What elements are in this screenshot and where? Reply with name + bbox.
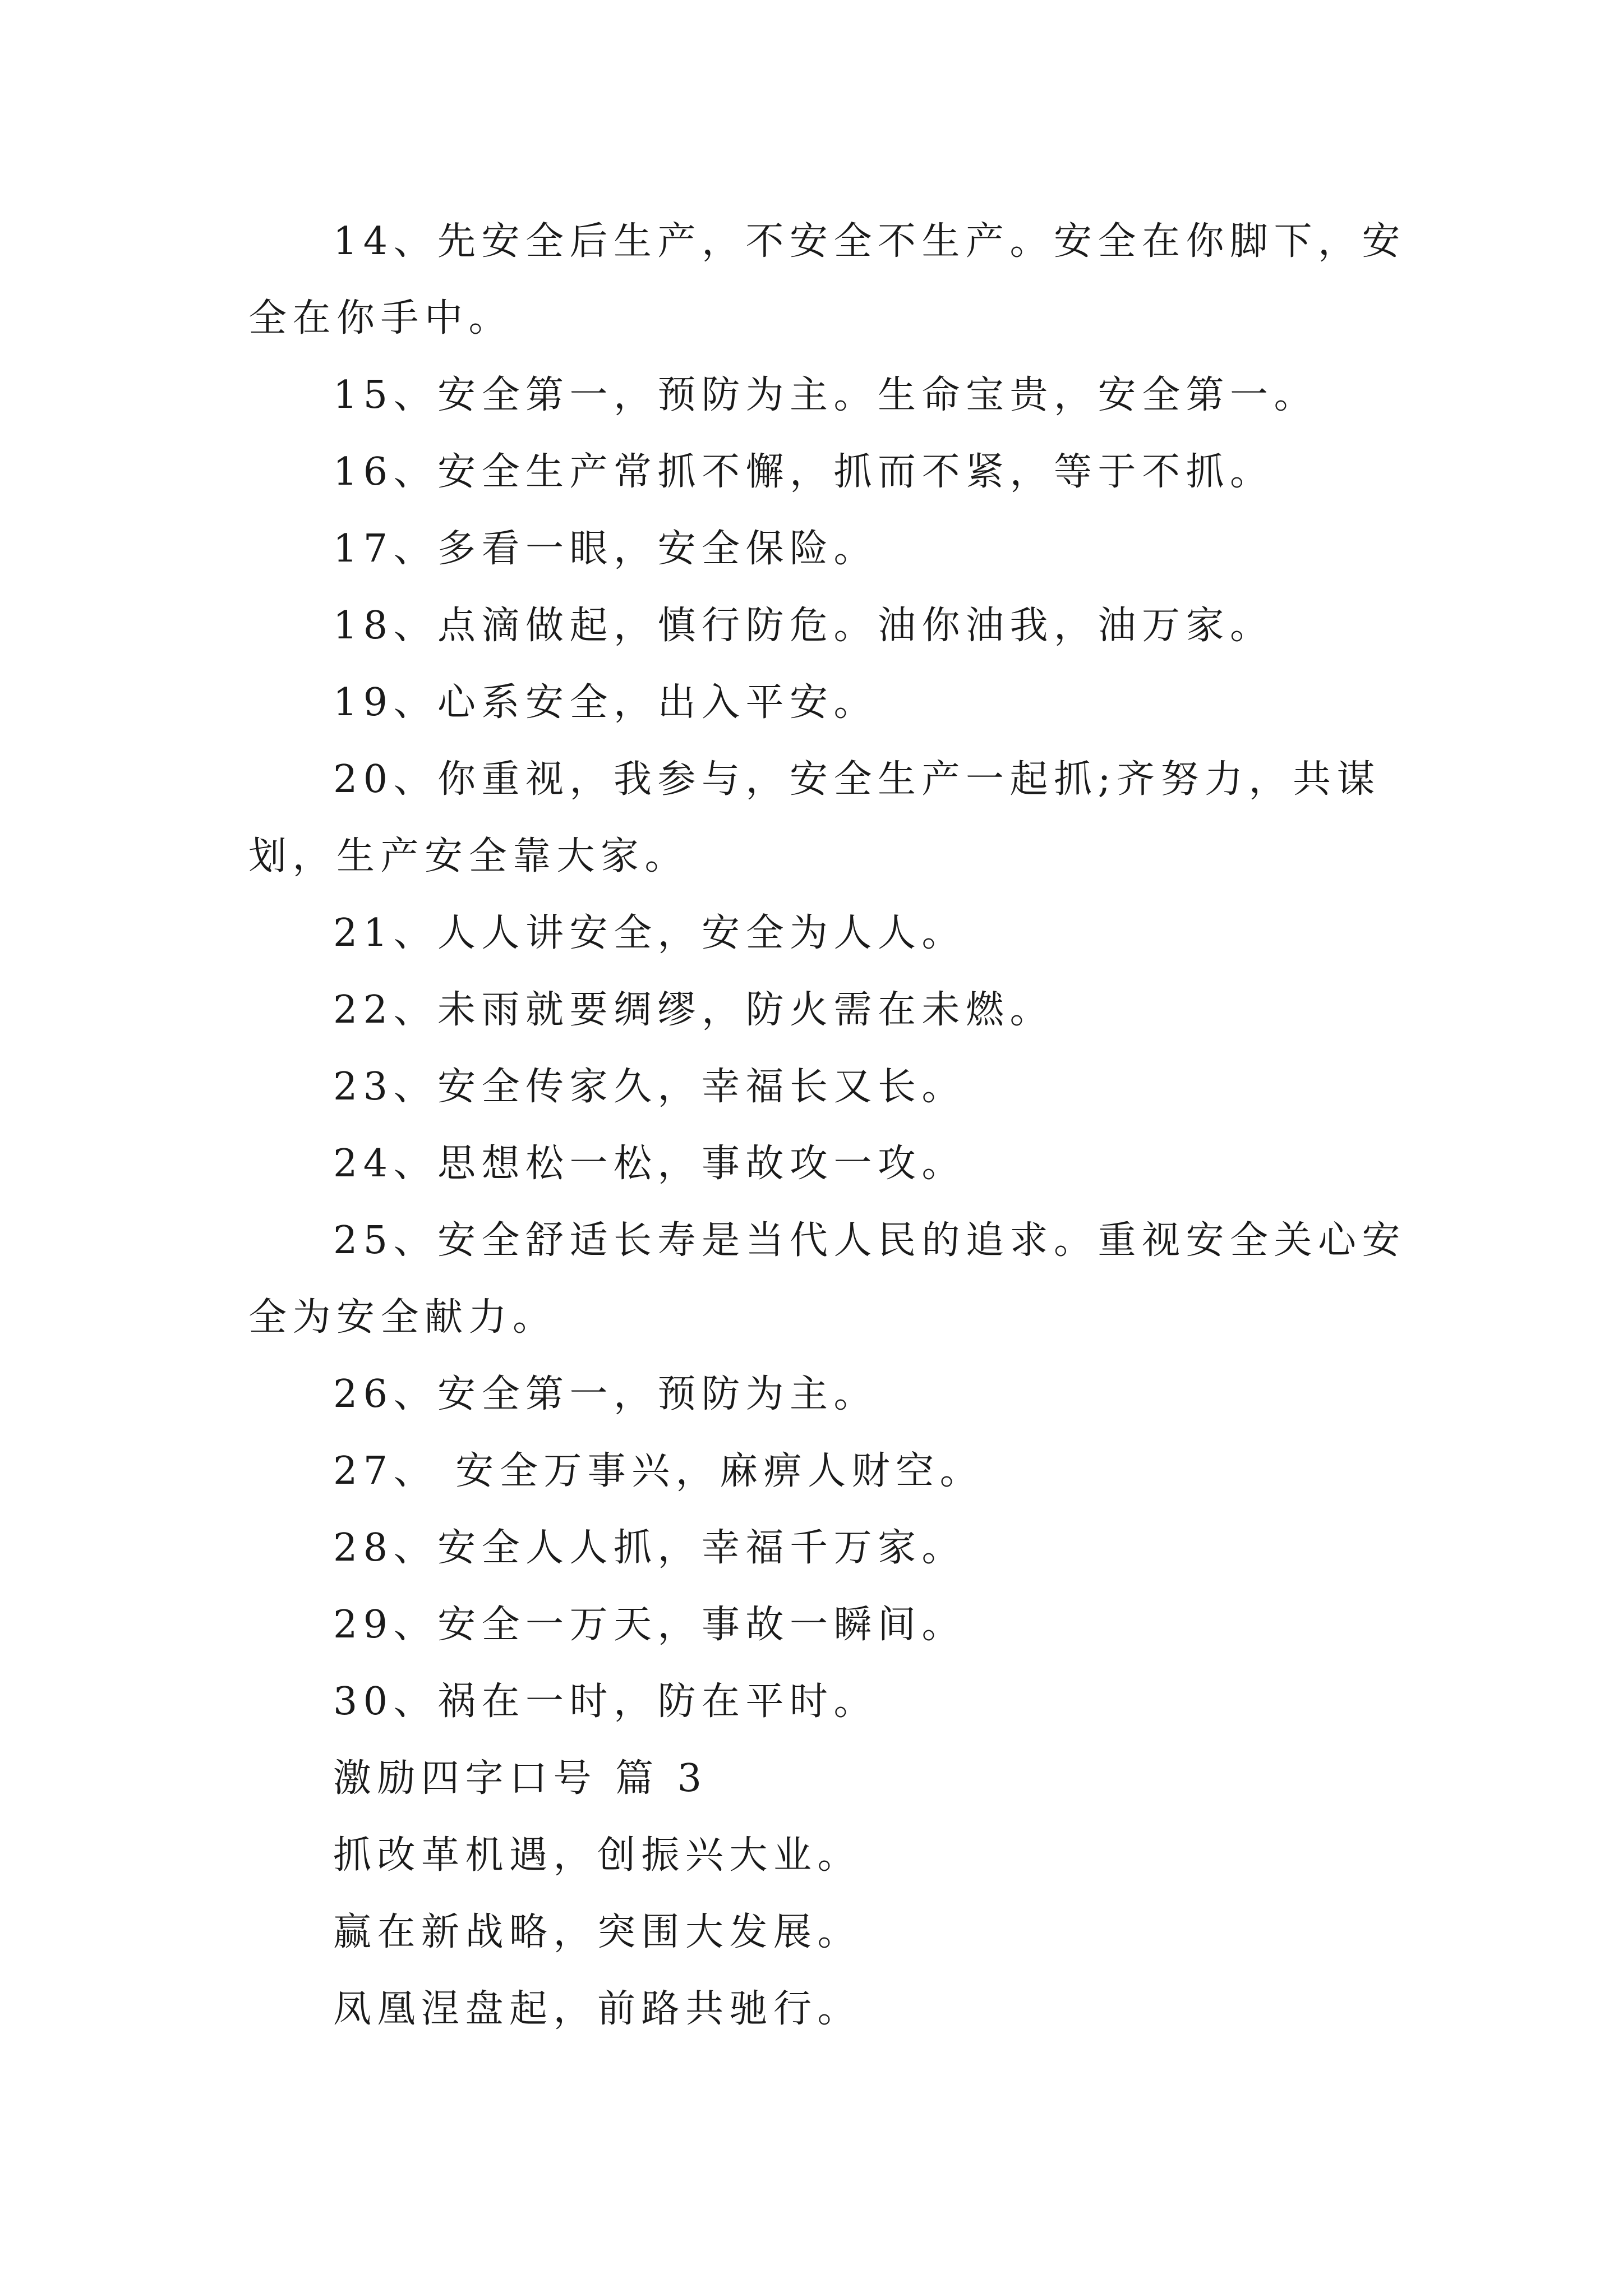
- text-line: 17、多看一眼，安全保险。: [333, 527, 878, 571]
- document-body: [248, 203, 1407, 2047]
- text-line: 20、你重视，我参与，安全生产一起抓;齐努力，共谋: [333, 757, 1381, 802]
- section-heading: 激励四字口号 篇 3: [333, 1756, 708, 1801]
- text-line: 19、心系安全，出入平安。: [333, 680, 878, 725]
- text-line: 全在你手中。: [248, 296, 513, 341]
- text-line: 22、未雨就要绸缪，防火需在未燃。: [333, 988, 1054, 1032]
- text-line: 15、安全第一，预防为主。生命宝贵，安全第一。: [333, 373, 1318, 417]
- text-line: 16、安全生产常抓不懈，抓而不紧，等于不抓。: [333, 450, 1274, 494]
- text-line: 27、 安全万事兴，麻痹人财空。: [333, 1449, 984, 1493]
- text-line: 24、思想松一松，事故攻一攻。: [333, 1142, 966, 1186]
- text-line: 23、安全传家久，幸福长又长。: [333, 1065, 966, 1109]
- text-line: 18、点滴做起，慎行防危。油你油我，油万家。: [333, 604, 1274, 648]
- text-line: 凤凰涅盘起，前路共驰行。: [333, 1987, 862, 2031]
- text-line: 14、先安全后生产，不安全不生产。安全在你脚下，安: [333, 219, 1407, 264]
- text-line: 划，生产安全靠大家。: [248, 834, 689, 878]
- text-line: 28、安全人人抓，幸福千万家。: [333, 1526, 966, 1570]
- text-line: 赢在新战略，突围大发展。: [333, 1910, 862, 1954]
- text-line: 25、安全舒适长寿是当代人民的追求。重视安全关心安: [333, 1218, 1407, 1263]
- text-line: 30、祸在一时，防在平时。: [333, 1680, 878, 1724]
- text-line: 全为安全献力。: [248, 1295, 557, 1340]
- text-line: 21、人人讲安全，安全为人人。: [333, 911, 966, 955]
- text-line: 29、安全一万天，事故一瞬间。: [333, 1603, 966, 1647]
- text-line: 26、安全第一，预防为主。: [333, 1372, 878, 1416]
- text-line: 抓改革机遇，创振兴大业。: [333, 1833, 862, 1878]
